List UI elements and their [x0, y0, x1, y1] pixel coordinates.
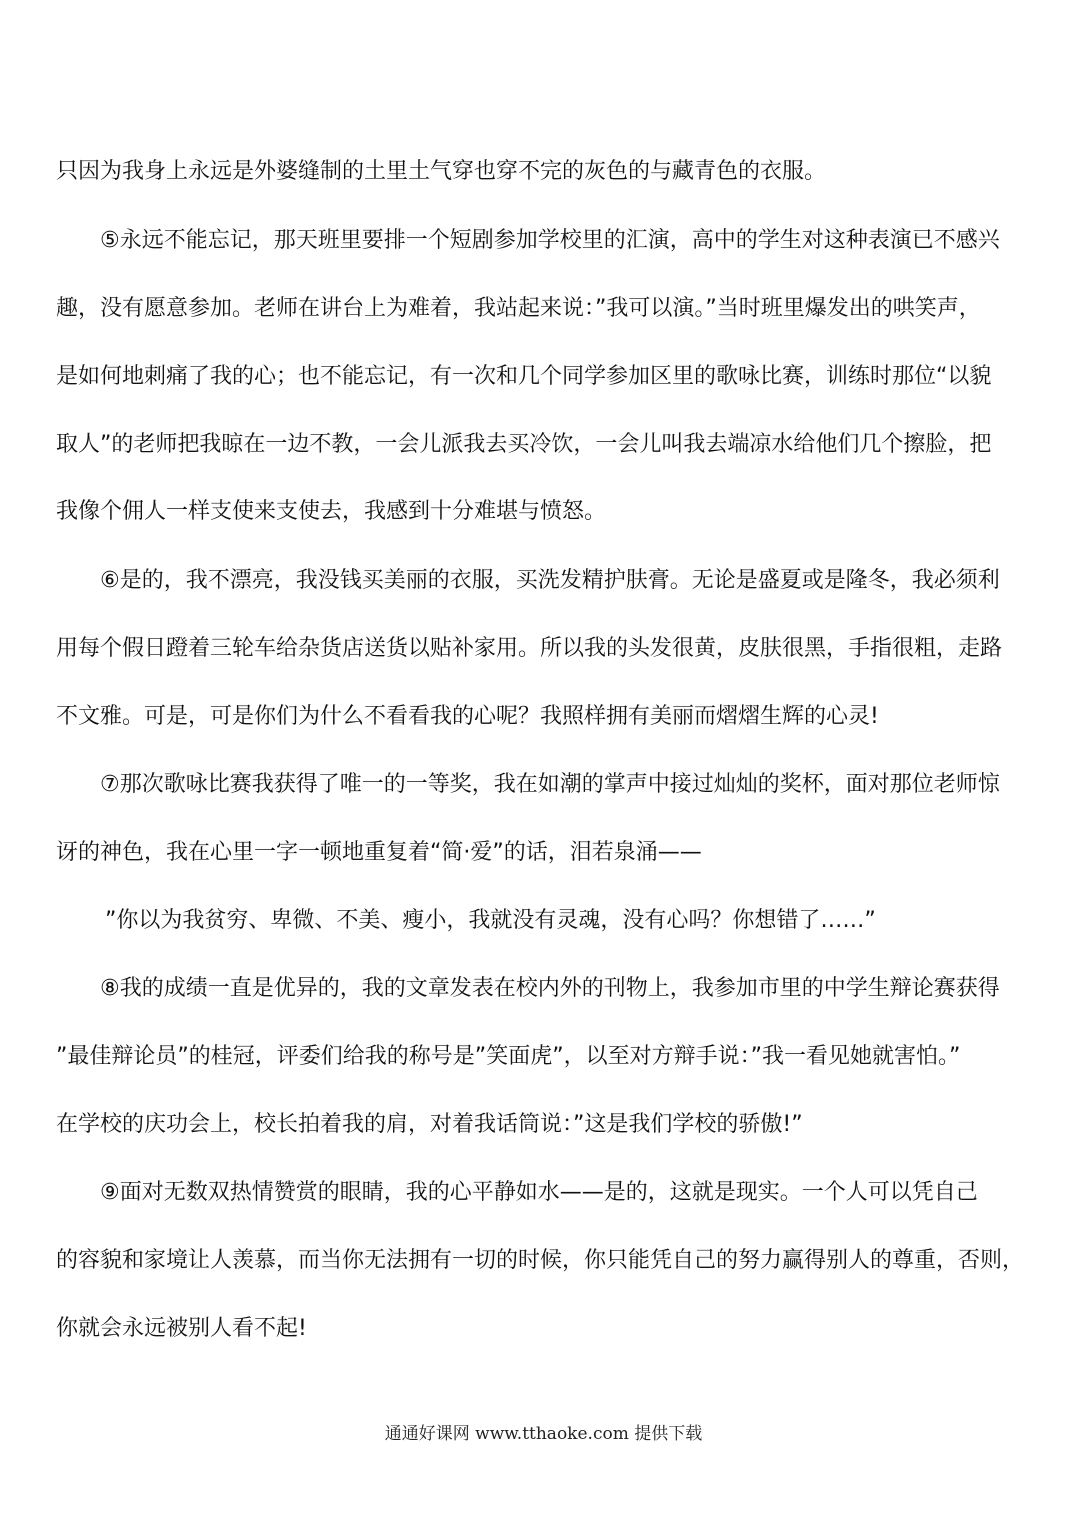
paragraph-5-line-2: 趣，没有愿意参加。老师在讲台上为难着，我站起来说：”我可以演。”当时班里爆发出的哄笑声，: [56, 296, 981, 321]
page-footer: 通通好课网 www.tthaoke.com 提供下载: [384, 1424, 703, 1444]
paragraph-9-line-2: 的容貌和家境让人羡慕，而当你无法拥有一切的时候，你只能凭自己的努力赢得别人的尊重，否则，: [56, 1248, 1025, 1273]
paragraph-6-line-3: 不文雅。可是，可是你们为什么不看看我的心呢？我照样拥有美丽而熠熠生辉的心灵!: [56, 704, 879, 729]
paragraph-6-line-1: ⑥是的，我不漂亮，我没钱买美丽的衣服，买洗发精护肤膏。无论是盛夏或是隆冬，我必须利: [100, 568, 1000, 593]
paragraph-7-line-1: ⑦那次歌咏比赛我获得了唯一的一等奖，我在如潮的掌声中接过灿灿的奖杯，面对那位老师惊: [100, 772, 1000, 797]
quote-line: ”你以为我贫穷、卑微、不美、瘦小，我就没有灵魂，没有心吗？你想错了……”: [105, 908, 876, 933]
paragraph-9-line-1: ⑨面对无数双热情赞赏的眼睛，我的心平静如水——是的，这就是现实。一个人可以凭自己: [100, 1180, 978, 1205]
paragraph-8-line-1: ⑧我的成绩一直是优异的，我的文章发表在校内外的刊物上，我参加市里的中学生辩论赛获得: [100, 976, 1000, 1001]
text-line-1: 只因为我身上永远是外婆缝制的土里土气穿也穿不完的灰色的与藏青色的衣服。: [56, 159, 827, 184]
paragraph-9-line-3: 你就会永远被别人看不起!: [56, 1316, 307, 1341]
paragraph-7-line-2: 讶的神色，我在心里一字一顿地重复着“简·爱”的话，泪若泉涌——: [56, 840, 702, 865]
paragraph-8-line-3: 在学校的庆功会上，校长拍着我的肩，对着我话筒说：”这是我们学校的骄傲!”: [56, 1112, 803, 1137]
paragraph-5-line-3: 是如何地刺痛了我的心；也不能忘记，有一次和几个同学参加区里的歌咏比赛，训练时那位“以貌: [56, 364, 992, 389]
paragraph-5-line-4: 取人”的老师把我晾在一边不教，一会儿派我去买冷饮，一会儿叫我去端凉水给他们几个擦脸，把: [56, 432, 992, 457]
paragraph-5-line-5: 我像个佣人一样支使来支使去，我感到十分难堪与愤怒。: [56, 499, 607, 524]
paragraph-5-line-1: ⑤永远不能忘记，那天班里要排一个短剧参加学校里的汇演，高中的学生对这种表演已不感兴: [100, 228, 1000, 253]
paragraph-8-line-2: ”最佳辩论员”的桂冠，评委们给我的称号是”笑面虎”，以至对方辩手说：”我一看见她就害怕。”: [56, 1044, 961, 1069]
paragraph-6-line-2: 用每个假日蹬着三轮车给杂货店送货以贴补家用。所以我的头发很黄，皮肤很黑，手指很粗，走路: [56, 636, 1003, 661]
